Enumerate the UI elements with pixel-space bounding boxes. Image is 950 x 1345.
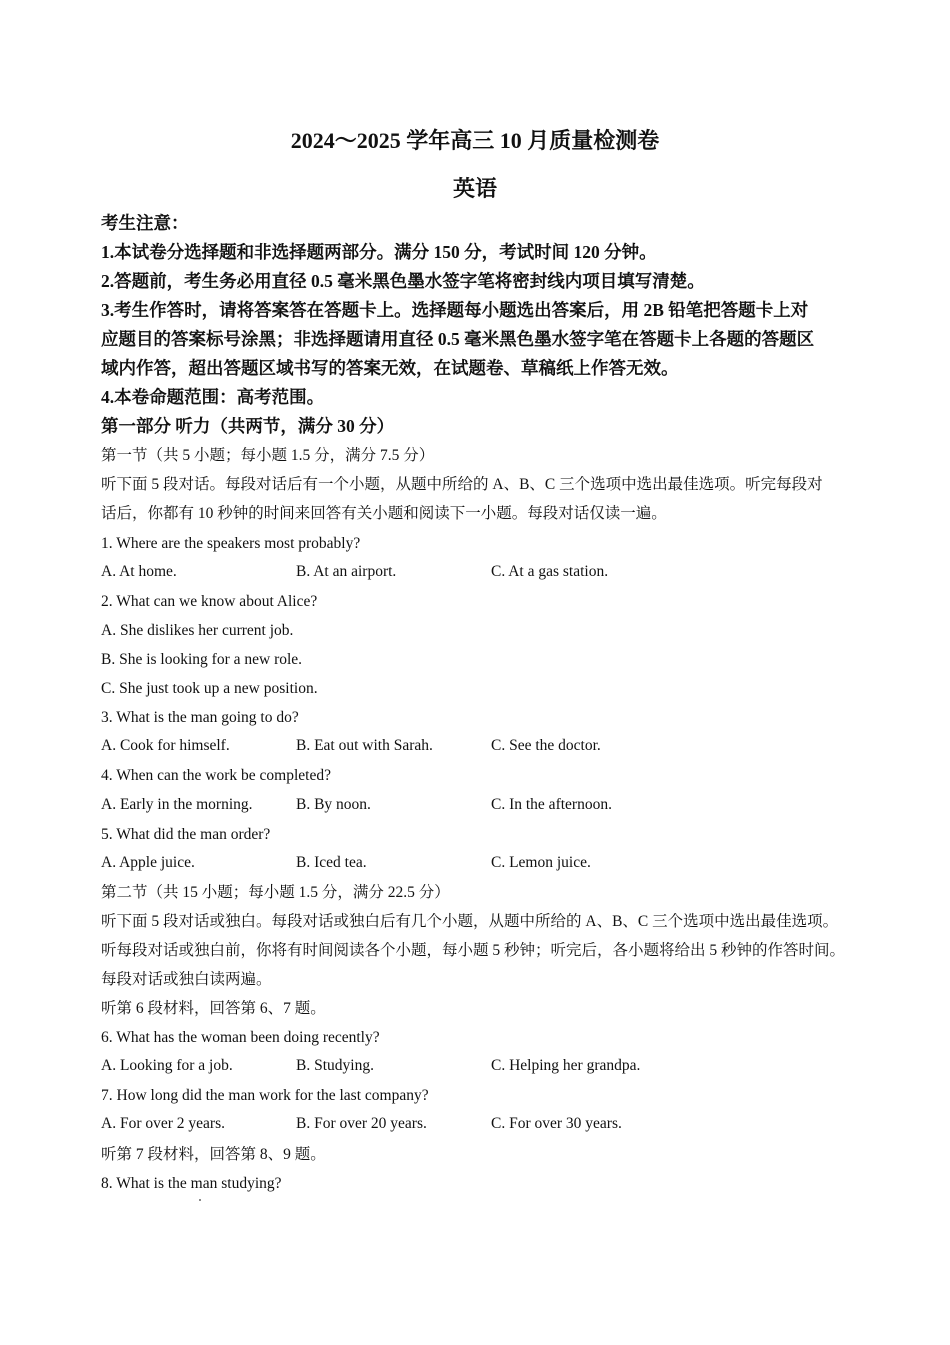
q4-option-a: A. Early in the morning. [101,796,253,813]
section2-instruction: 每段对话或独白读两遍。 [101,971,272,988]
subject-title: 英语 [452,176,497,201]
q4-option-c: C. In the afternoon. [491,796,612,813]
q5-option-b: B. Iced tea. [296,854,367,871]
q1-option-b: B. At an airport. [296,563,397,580]
part1-heading: 第一部分 听力（共两节，满分 30 分） [101,416,395,436]
q1-option-a: A. At home. [101,563,177,580]
question-7: 7. How long did the man work for the last company? [101,1087,429,1104]
q4-option-b: B. By noon. [296,796,371,813]
q7-option-b: B. For over 20 years. [296,1115,427,1132]
notice-line: 3.考生作答时，请将答案答在答题卡上。选择题每小题选出答案后，用 2B 铅笔把答题卡上对 [101,300,809,320]
question-1: 1. Where are the speakers most probably? [101,535,361,552]
question-3: 3. What is the man going to do? [101,709,299,726]
q6-option-a: A. Looking for a job. [101,1057,233,1074]
section2-instruction: 听每段对话或独白前，你将有时间阅读各个小题，每小题 5 秒钟；听完后，各小题将给出 5 秒钟的作答时间。 [101,942,846,959]
material-6-heading: 听第 6 段材料，回答第 6、7 题。 [101,1000,326,1017]
q5-option-a: A. Apple juice. [101,854,195,871]
question-5: 5. What did the man order? [101,826,271,843]
section2-instruction: 听下面 5 段对话或独白。每段对话或独白后有几个小题，从题中所给的 A、B、C 三个选项中选出最佳选项。 [101,913,839,930]
q2-option-a: A. She dislikes her current job. [101,622,294,639]
notice-line: 4.本卷命题范围：高考范围。 [101,387,325,407]
q3-option-c: C. See the doctor. [491,737,601,754]
notice-line: 域内作答，超出答题区域书写的答案无效，在试题卷、草稿纸上作答无效。 [101,358,679,378]
q2-option-c: C. She just took up a new position. [101,680,318,697]
stray-mark [199,1199,201,1201]
q5-option-c: C. Lemon juice. [491,854,591,871]
q6-option-b: B. Studying. [296,1057,374,1074]
notice-heading: 考生注意： [101,213,189,233]
exam-title: 2024～2025 学年高三 10 月质量检测卷 [290,128,660,153]
section2-heading: 第二节（共 15 小题；每小题 1.5 分，满分 22.5 分） [101,884,450,901]
question-2: 2. What can we know about Alice? [101,593,318,610]
q7-option-c: C. For over 30 years. [491,1115,622,1132]
material-7-heading: 听第 7 段材料，回答第 8、9 题。 [101,1146,326,1163]
notice-line: 1.本试卷分选择题和非选择题两部分。满分 150 分，考试时间 120 分钟。 [101,242,657,262]
question-8: 8. What is the man studying? [101,1175,282,1192]
section1-heading: 第一节（共 5 小题；每小题 1.5 分，满分 7.5 分） [101,447,435,464]
q7-option-a: A. For over 2 years. [101,1115,225,1132]
question-4: 4. When can the work be completed? [101,767,331,784]
question-6: 6. What has the woman been doing recently? [101,1029,380,1046]
q3-option-a: A. Cook for himself. [101,737,230,754]
q6-option-c: C. Helping her grandpa. [491,1057,641,1074]
q1-option-c: C. At a gas station. [491,563,609,580]
section1-instruction: 听下面 5 段对话。每段对话后有一个小题，从题中所给的 A、B、C 三个选项中选出最佳选项。听完每段对 [101,476,823,493]
q3-option-b: B. Eat out with Sarah. [296,737,433,754]
notice-line: 2.答题前，考生务必用直径 0.5 毫米黑色墨水签字笔将密封线内项目填写清楚。 [101,271,705,291]
section1-instruction: 话后，你都有 10 秒钟的时间来回答有关小题和阅读下一小题。每段对话仅读一遍。 [101,505,667,522]
notice-line: 应题目的答案标号涂黑；非选择题请用直径 0.5 毫米黑色墨水签字笔在答题卡上各题的答题区 [101,329,815,349]
q2-option-b: B. She is looking for a new role. [101,651,303,668]
